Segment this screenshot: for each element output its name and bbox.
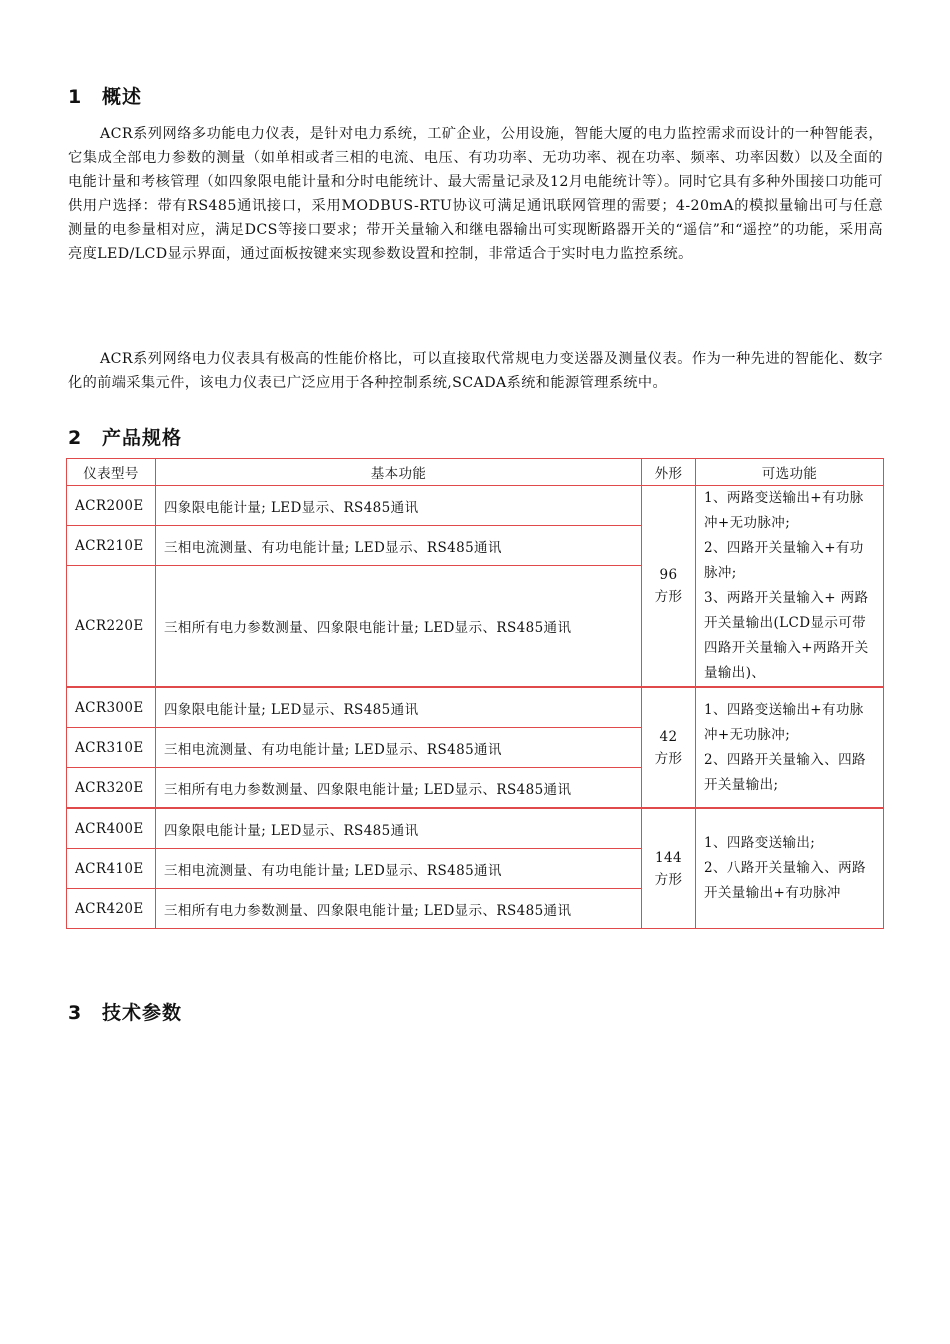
function-cell: 三相电流测量、有功电能计量; LED显示、RS485通讯 (156, 728, 642, 768)
options-cell (696, 808, 884, 929)
function-cell: 三相电流测量、有功电能计量; LED显示、RS485通讯 (156, 526, 642, 566)
model-cell: ACR420E (67, 889, 156, 929)
table-row (67, 808, 884, 849)
section-heading-tech-params (68, 998, 182, 1025)
header-basic-function: 基本功能 (156, 459, 642, 486)
shape-size: 42 (659, 728, 678, 745)
function-cell: 三相电流测量、有功电能计量; LED显示、RS485通讯 (156, 849, 642, 889)
table-row (67, 687, 884, 728)
function-cell: 四象限电能计量; LED显示、RS485通讯 (156, 486, 642, 526)
function-cell: 四象限电能计量; LED显示、RS485通讯 (156, 687, 642, 728)
option-item: 3、两路开关量输入+ 两路开关量输出(LCD显示可带四路开关量输入+两路开关量输出)、 (704, 590, 869, 681)
function-cell: 四象限电能计量; LED显示、RS485通讯 (156, 808, 642, 849)
option-item: 1、两路变送输出+有功脉冲+无功脉冲; (704, 490, 864, 531)
model-cell: ACR210E (67, 526, 156, 566)
option-item: 1、四路变送输出+有功脉冲+无功脉冲; (704, 701, 864, 743)
spec-table (66, 458, 884, 929)
section-heading-overview (68, 82, 142, 109)
shape-size: 144 (655, 849, 682, 866)
model-cell: ACR320E (67, 768, 156, 809)
header-optional-function: 可选功能 (696, 459, 884, 486)
header-shape: 外形 (642, 459, 696, 486)
section-title: 概述 (102, 86, 143, 108)
header-model: 仪表型号 (67, 459, 156, 486)
section-number: 2 (68, 427, 83, 449)
model-cell: ACR200E (67, 486, 156, 526)
table-header-row (67, 459, 884, 486)
model-cell: ACR300E (67, 687, 156, 728)
shape-unit: 方形 (654, 589, 683, 605)
shape-cell (642, 687, 696, 808)
model-cell: ACR410E (67, 849, 156, 889)
shape-size: 96 (659, 567, 678, 583)
option-item: 1、四路变送输出; (704, 835, 816, 851)
function-cell: 三相所有电力参数测量、四象限电能计量; LED显示、RS485通讯 (156, 889, 642, 929)
model-cell: ACR220E (67, 566, 156, 688)
shape-unit: 方形 (654, 750, 683, 767)
model-cell: ACR400E (67, 808, 156, 849)
shape-cell (642, 486, 696, 688)
section-number: 1 (68, 86, 83, 108)
section-title: 产品规格 (102, 427, 183, 449)
option-item: 2、四路开关量输入、四路开关量输出; (704, 751, 866, 793)
section-heading-specs (68, 423, 182, 450)
option-item: 2、八路开关量输入、两路开关量输出+有功脉冲 (704, 860, 866, 901)
option-item: 2、四路开关量输入+有功脉冲; (704, 540, 864, 581)
section-title: 技术参数 (102, 1002, 183, 1024)
function-cell: 三相所有电力参数测量、四象限电能计量; LED显示、RS485通讯 (156, 768, 642, 809)
shape-unit: 方形 (654, 871, 683, 888)
overview-paragraph-1: ACR系列网络多功能电力仪表，是针对电力系统，工矿企业，公用设施，智能大厦的电力监控需求而设计的一种智能表，它集成全部电力参数的测量（如单相或者三相的电流、电压、有功功率、无功功率、视在功率、频率、功率因数）以及全面的电能计量和考核管理（如四象限电能计量和分时电能统计、最大需量记录及12月电能统计等）。同时它具有多种外围接口功能可供用户选择：带有RS485通讯接口，采用MODBUS-RTU协议可满足通讯联网管理的需要；4-20mA的模拟量输出可与任意测量的电参量相对应，满足DCS等接口要求；带开关量输入和继电器输出可实现断路器开关的“遥信”和“遥控”的功能，采用高亮度LED/LCD显示界面，通过面板按键来实现参数设置和控制，非常适合于实时电力监控系统。 (68, 126, 883, 262)
function-cell: 三相所有电力参数测量、四象限电能计量; LED显示、RS485通讯 (156, 566, 642, 688)
shape-cell (642, 808, 696, 929)
table-row (67, 486, 884, 526)
section-number: 3 (68, 1002, 83, 1024)
model-cell: ACR310E (67, 728, 156, 768)
options-cell (696, 687, 884, 808)
overview-paragraph-2: ACR系列网络电力仪表具有极高的性能价格比，可以直接取代常规电力变送器及测量仪表。作为一种先进的智能化、数字化的前端采集元件，该电力仪表已广泛应用于各种控制系统,SCADA系统和能源管理系统中。 (68, 351, 883, 391)
options-cell (696, 486, 884, 688)
